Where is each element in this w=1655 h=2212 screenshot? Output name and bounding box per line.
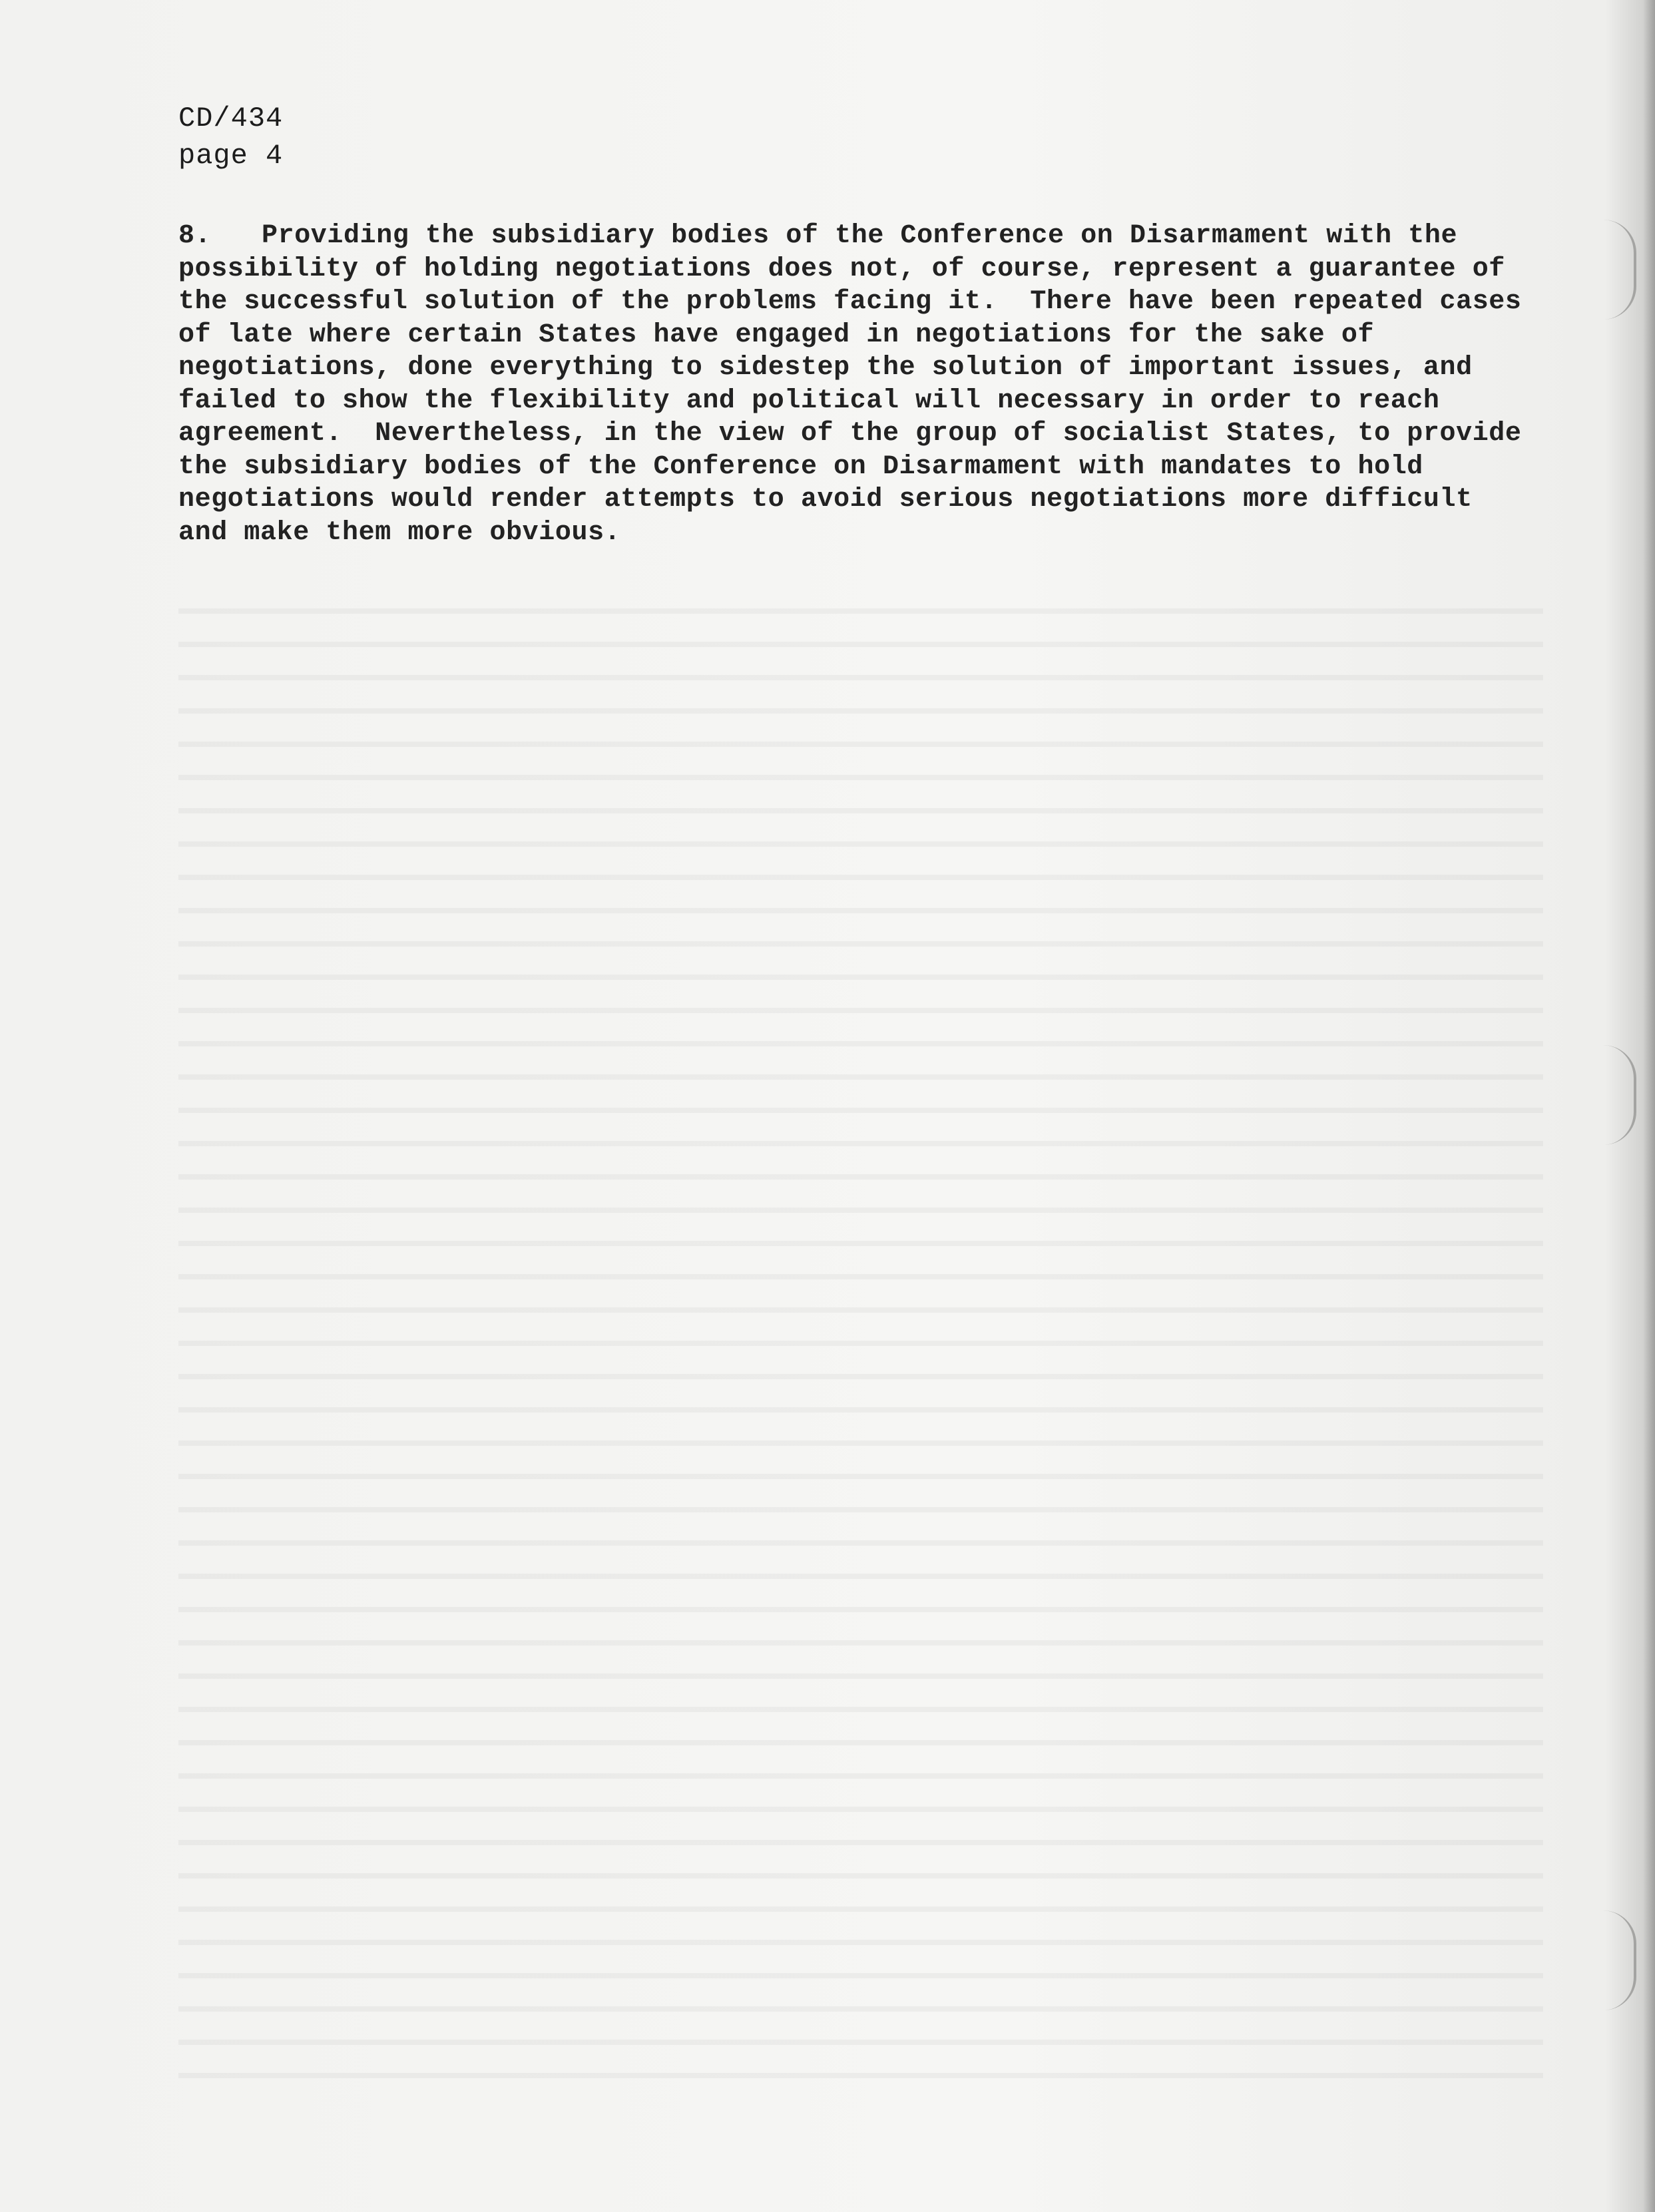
paragraph-line: and make them more obvious. [178, 517, 621, 548]
document-code: CD/434 [178, 103, 284, 134]
paragraph-line: failed to show the flexibility and political will necessary in order to reach [178, 385, 1440, 416]
paragraph-line: 8. Providing the subsidiary bodies of the Conference on Disarmament with the [178, 220, 1543, 253]
paragraph-line: negotiations would render attempts to avoid serious negotiations more difficult [178, 485, 1473, 515]
paragraph-8 [178, 220, 1543, 549]
paragraph-line: negotiations, done everything to sidestep the solution of important issues, and [178, 353, 1473, 383]
paragraph-line: the subsidiary bodies of the Conference on Disarmament with mandates to hold [178, 451, 1423, 482]
page-edge-shadow [1643, 0, 1655, 2212]
show-through-text-shadow [178, 586, 1543, 2084]
binder-hole-mark [1603, 220, 1636, 320]
paragraph-line: of late where certain States have engaged in negotiations for the sake of [178, 320, 1375, 350]
paragraph-line: possibility of holding negotiations does not, of course, represent a guarantee of [178, 254, 1505, 284]
page-number: page 4 [178, 140, 284, 172]
paragraph-line: agreement. Nevertheless, in the view of the group of socialist States, to provide [178, 419, 1522, 449]
binder-hole-mark [1603, 1910, 1636, 2010]
binder-hole-mark [1603, 1045, 1636, 1145]
paragraph-number: 8. [178, 221, 212, 251]
document-header [178, 100, 283, 174]
paragraph-line: the successful solution of the problems facing it. There have been repeated cases [178, 287, 1522, 317]
